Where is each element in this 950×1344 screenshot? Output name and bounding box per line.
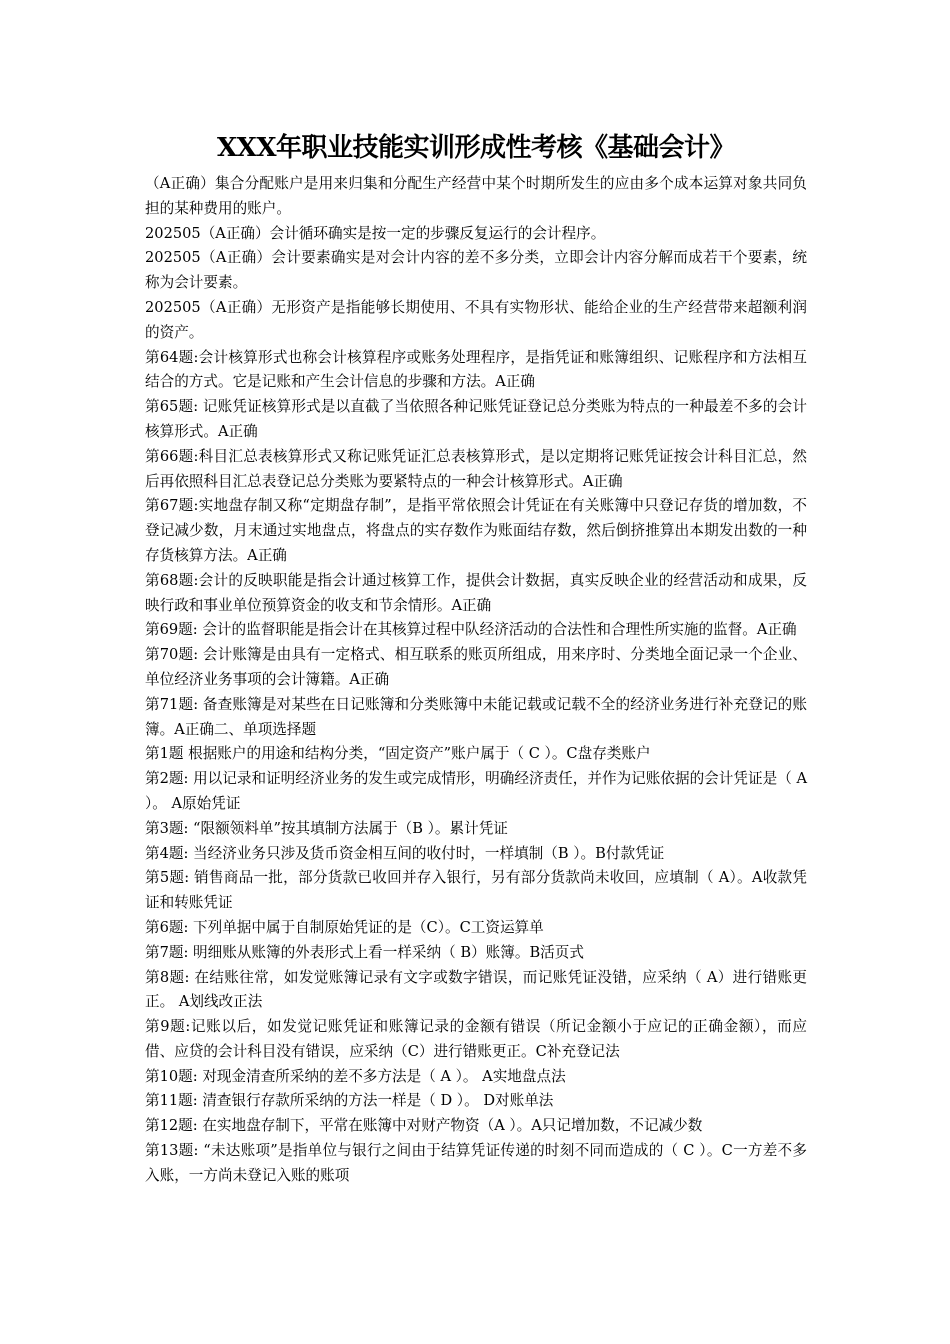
paragraph: 第11题: 清查银行存款所采纳的方法一样是（ D ）。 D对账单法 [145, 1092, 554, 1110]
paragraph: 第67题:实地盘存制又称“定期盘存制”，是指平常依照会计凭证在有关账簿中只登记存货的增加数，不登记减少数，月末通过实地盘点，将盘点的实存数作为账面结存数，然后倒挤推算出本期发出数的一种存货核算方法。A正确 [145, 497, 807, 564]
paragraph: 第1题 根据账户的用途和结构分类，“固定资产”账户属于（ C ）。C盘存类账户 [145, 745, 651, 763]
paragraph: 第2题: 用以记录和证明经济业务的发生或完成情形，明确经济责任，并作为记账依据的会计凭证是（ A ）。 A原始凭证 [145, 770, 807, 812]
paragraph: 第9题:记账以后，如发觉记账凭证和账簿记录的金额有错误（所记金额小于应记的正确金额），而应借、应贷的会计科目没有错误，应采纳（C）进行错账更正。C补充登记法 [145, 1018, 807, 1060]
paragraph: 第65题: 记账凭证核算形式是以直截了当依照各种记账凭证登记总分类账为特点的一种最差不多的会计核算形式。A正确 [145, 398, 807, 440]
paragraph: 第71题: 备查账簿是对某些在日记账簿和分类账簿中未能记载或记载不全的经济业务进行补充登记的账簿。A正确二、单项选择题 [145, 695, 807, 738]
paragraph: 第10题: 对现金清查所采纳的差不多方法是（ A ）。 A实地盘点法 [145, 1067, 566, 1085]
paragraph: 第8题: 在结账往常，如发觉账簿记录有文字或数字错误，而记账凭证没错，应采纳（ A）进行错账更正。 A划线改正法 [145, 968, 807, 1011]
paragraph: 第3题: “限额领料单”按其填制方法属于（B ）。累计凭证 [145, 819, 508, 837]
paragraph: 第68题:会计的反映职能是指会计通过核算工作，提供会计数据，真实反映企业的经营活动和成果，反映行政和事业单位预算资金的收支和节余情形。A正确 [145, 571, 807, 614]
document-title: XXX年职业技能实训形成性考核《基础会计》 [216, 133, 736, 163]
paragraph: 第66题:科目汇总表核算形式又称记账凭证汇总表核算形式，是以定期将记账凭证按会计科目汇总，然后再依照科目汇总表登记总分类账为要紧特点的一种会计核算形式。A正确 [145, 447, 807, 490]
paragraph: 第5题: 销售商品一批，部分货款已收回并存入银行，另有部分货款尚未收回，应填制（ A）。A收款凭证和转账凭证 [145, 869, 807, 912]
paragraph: （A正确）集合分配账户是用来归集和分配生产经营中某个时期所发生的应由多个成本运算对象共同负担的某种费用的账户。 [145, 175, 807, 217]
paragraph: 202505（A正确）无形资产是指能够长期使用、不具有实物形状、能给企业的生产经营带来超额利润的资产。 [145, 298, 807, 341]
paragraph: 第13题: “未达账项”是指单位与银行之间由于结算凭证传递的时刻不同而造成的（ C ）。C一方差不多入账，一方尚未登记入账的账项 [145, 1142, 807, 1184]
paragraph: 第12题: 在实地盘存制下，平常在账簿中对财产物资（A ）。A只记增加数，不记减少数 [145, 1117, 703, 1135]
paragraph: 第4题: 当经济业务只涉及货币资金相互间的收付时，一样填制（B ）。B付款凭证 [145, 844, 665, 862]
paragraph: 第7题: 明细账从账簿的外表形式上看一样采纳（ B）账簿。B活页式 [145, 943, 584, 961]
paragraph: 第64题:会计核算形式也称会计核算程序或账务处理程序，是指凭证和账簿组织、记账程序和方法相互结合的方式。它是记账和产生会计信息的步骤和方法。A正确 [145, 348, 807, 391]
paragraph: 202505（A正确）会计循环确实是按一定的步骤反复运行的会计程序。 [145, 224, 606, 242]
paragraph: 第69题: 会计的监督职能是指会计在其核算过程中队经济活动的合法性和合理性所实施的监督。A正确 [145, 621, 797, 639]
paragraph: 202505（A正确）会计要素确实是对会计内容的差不多分类，立即会计内容分解而成若干个要素，统称为会计要素。 [145, 249, 807, 292]
document-body [145, 172, 807, 1189]
document-page [145, 118, 807, 1189]
paragraph: 第70题: 会计账簿是由具有一定格式、相互联系的账页所组成，用来序时、分类地全面记录一个企业、单位经济业务事项的会计簿籍。A正确 [145, 646, 807, 688]
paragraph: 第6题: 下列单据中属于自制原始凭证的是（C）。C工资运算单 [145, 918, 544, 936]
